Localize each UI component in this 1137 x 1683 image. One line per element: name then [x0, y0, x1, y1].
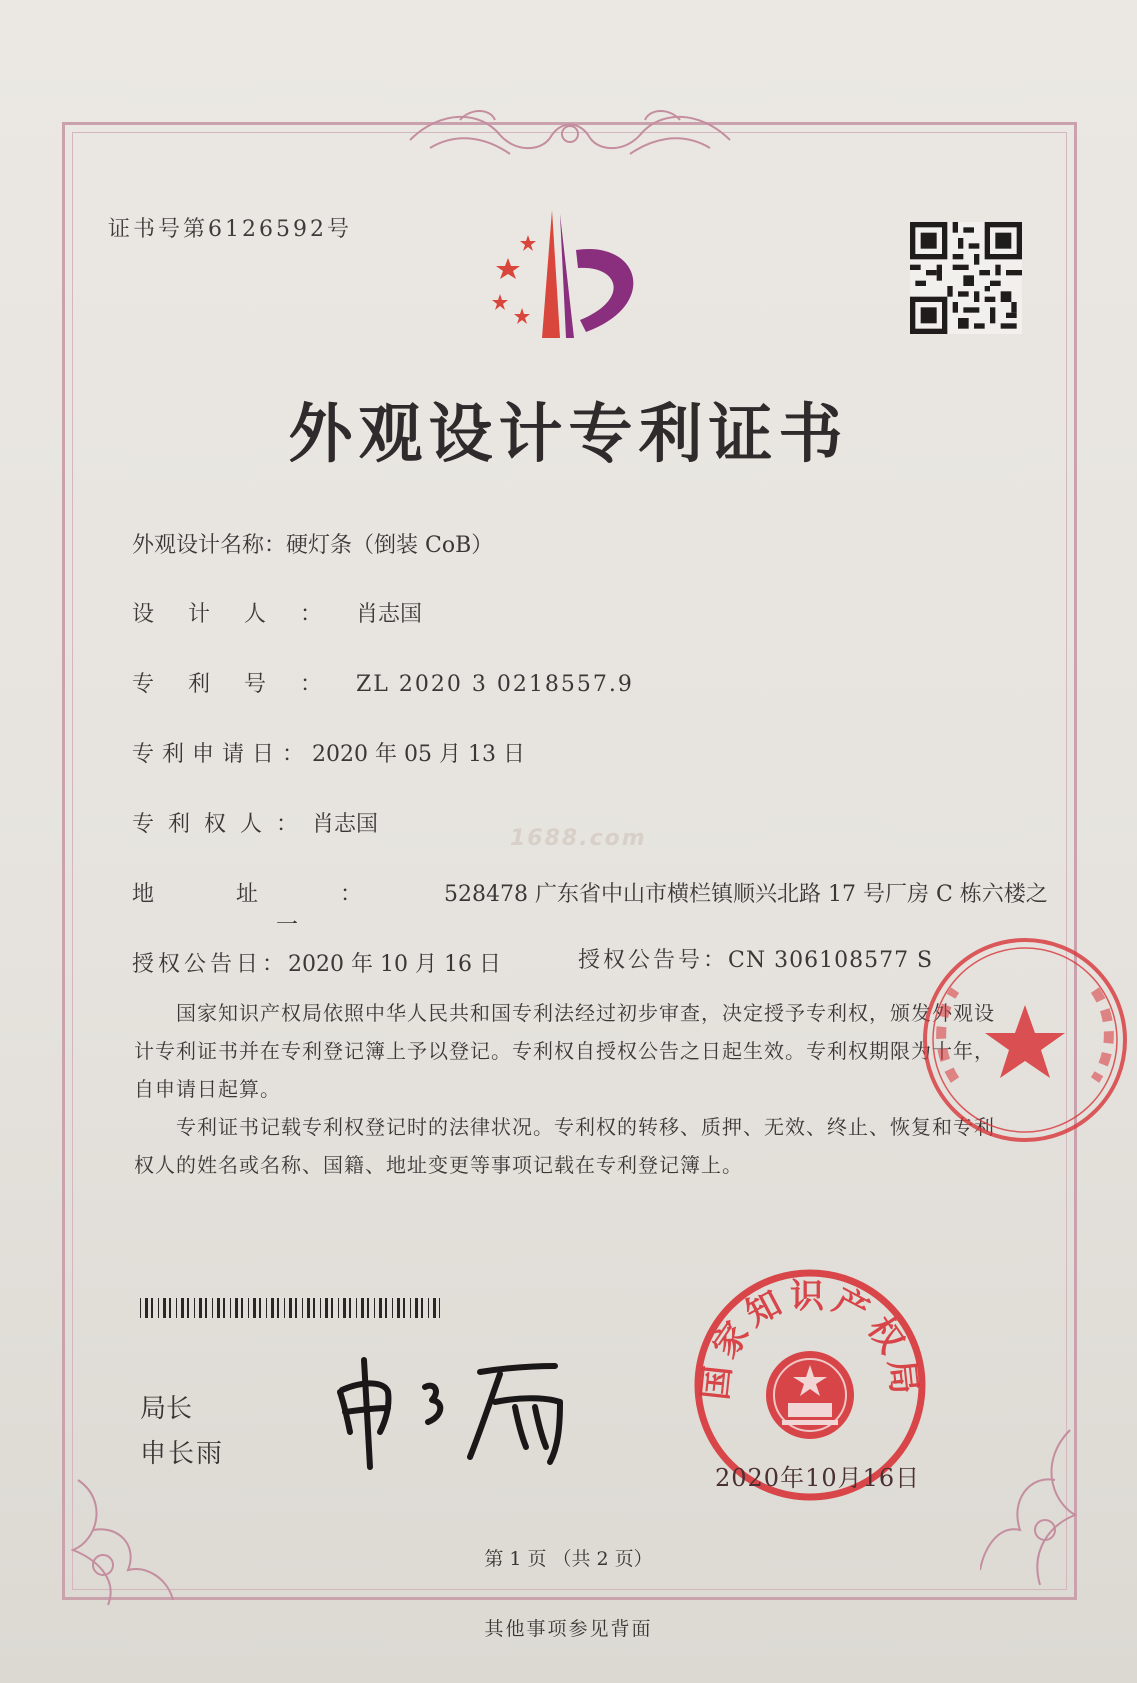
- address-label: 地址：: [132, 882, 445, 907]
- director-signature: [330, 1352, 590, 1472]
- patent-number-label: 专利号：: [132, 672, 357, 697]
- field-designer: [132, 597, 422, 628]
- director-title: 局长: [140, 1394, 193, 1424]
- designer-value: 肖志国: [356, 602, 423, 627]
- grant-date-value: 2020 年 10 月 16 日: [288, 952, 501, 977]
- grant-number-value: CN 306108577 S: [728, 948, 934, 973]
- patentee-label: 专利权人：: [132, 812, 313, 837]
- field-grant-number: [578, 943, 933, 974]
- grant-number-label: 授权公告号：: [578, 948, 729, 973]
- star-icon: [985, 1005, 1065, 1078]
- designer-label: 设计人：: [132, 602, 357, 627]
- seal-date: 2020年10月16日: [715, 1464, 921, 1492]
- field-patent-number: [132, 667, 634, 698]
- field-address: [132, 877, 1048, 908]
- cnipa-logo: [490, 210, 665, 345]
- paragraph-grant-statement: 国家知识产权局依照中华人民共和国专利法经过初步审查，决定授予专利权，颁发外观设计专利证书并在专利登记簿上予以登记。专利权自授权公告之日起生效。专利权期限为十年，自申请日起算。: [134, 1001, 995, 1101]
- address-continuation: 一: [276, 913, 299, 938]
- paragraph-legal-status: 专利证书记载专利权登记时的法律状况。专利权的转移、质押、无效、终止、恢复和专利权人的姓名或名称、国籍、地址变更等事项记载在专利登记簿上。: [134, 1115, 995, 1177]
- company-seal: [915, 930, 1135, 1150]
- field-filing-date: [132, 737, 525, 768]
- certificate-title: 外观设计专利证书: [288, 397, 849, 472]
- certificate-number: 证书号第6126592号: [108, 217, 352, 242]
- field-grant-date: [132, 947, 501, 978]
- footer-note: 其他事项参见背面: [484, 1618, 653, 1640]
- top-ornament: [400, 100, 740, 162]
- design-name-label: 外观设计名称：: [132, 533, 287, 558]
- corner-ornament-bottom-left: [58, 1470, 178, 1610]
- barcode: [140, 1298, 440, 1318]
- address-value: 528478 广东省中山市横栏镇顺兴北路 17 号厂房 C 栋六楼之: [444, 882, 1048, 907]
- filing-date-label: 专利申请日：: [132, 742, 313, 767]
- director-name: 申长雨: [140, 1439, 225, 1469]
- office-seal-text: 国家知识产权局: [695, 1276, 925, 1402]
- qr-code: [910, 222, 1022, 334]
- page-number: 第 1 页 （共 2 页）: [484, 1548, 653, 1570]
- star-icon: [492, 235, 536, 324]
- patentee-value: 肖志国: [312, 812, 379, 837]
- field-design-name: [132, 528, 493, 559]
- filing-date-value: 2020 年 05 月 13 日: [312, 742, 525, 767]
- watermark: 1688.com: [510, 826, 647, 851]
- grant-date-label: 授权公告日：: [132, 952, 289, 977]
- patent-number-value: ZL 2020 3 0218557.9: [356, 672, 634, 697]
- national-emblem-icon: [766, 1351, 854, 1439]
- field-patentee: [132, 807, 378, 838]
- design-name-value: 硬灯条（倒装 CoB）: [286, 533, 494, 558]
